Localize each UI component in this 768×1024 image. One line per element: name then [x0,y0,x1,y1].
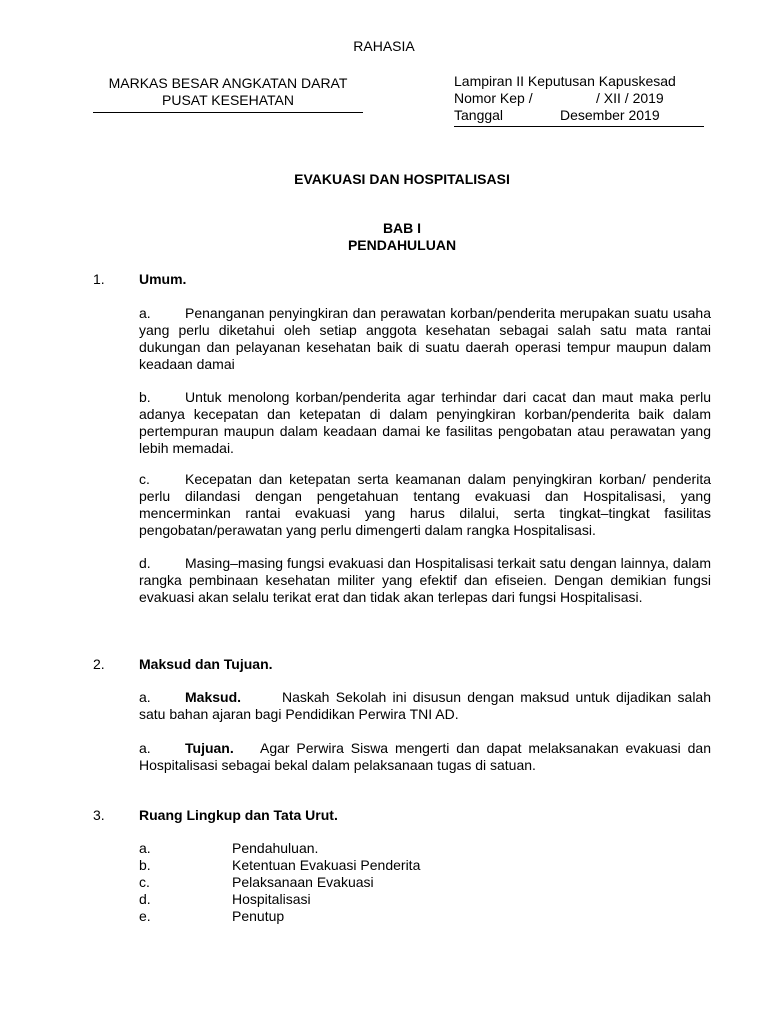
document-title: EVAKUASI DAN HOSPITALISASI [294,171,510,187]
org-name-line2: PUSAT KESEHATAN [162,92,294,108]
section-number: 3. [93,807,105,823]
paragraph-label: a. [139,740,151,756]
section-title: Umum. [139,271,187,287]
paragraph-term: Tujuan. [185,740,234,756]
reference-title: Lampiran II Keputusan Kapuskesad [454,73,676,89]
org-underline [93,112,363,113]
paragraph-term: Maksud. [185,689,242,705]
reference-number-value: / XII / 2019 [596,90,664,106]
paragraph-label: a. [139,689,151,705]
list-item-text: Pendahuluan. [232,840,319,856]
section-number: 2. [93,656,105,672]
paragraph [139,389,711,457]
list-item-text: Penutup [232,908,285,924]
reference-underline [454,126,704,127]
paragraph-text: Untuk menolong korban/penderita agar terhindar dari cacat dan maut maka perlu adanya kecepatan dan ketepatan di dalam penyingkiran korban/penderita baik dalam pertempuran maupun dalam keadaan damai ke fasilitas pengobatan atau perawatan yang lebih memadai. [139,389,711,456]
paragraph [139,555,711,606]
classification-label: RAHASIA [353,38,415,54]
paragraph-text: Penanganan penyingkiran dan perawatan korban/penderita merupakan suatu usaha yang perlu diketahui oleh setiap anggota kesehatan sebagai salah satu mata rantai dukungan dan pelayanan kesehatan baik di suatu daerah operasi tempur maupun dalam keadaan damai [139,305,711,372]
paragraph-text: Naskah Sekolah ini disusun dengan maksud untuk dijadikan salah satu bahan ajaran bagi Pendidikan Perwira TNI AD. [139,689,711,722]
paragraph [139,689,711,723]
chapter-label: BAB I [382,220,422,236]
list-item-label: d. [139,891,151,907]
paragraph-label: d. [139,555,151,571]
paragraph [139,740,711,774]
section-number: 1. [93,271,105,287]
reference-date-value: Desember 2019 [560,107,660,123]
paragraph-text: Masing–masing fungsi evakuasi dan Hospitalisasi terkait satu dengan lainnya, dalam rangka pembinaan kesehatan militer yang efektif dan efiseien. Dengan demikian fungsi evakuasi akan selalu terikat erat dan tidak akan terlepas dari fungsi Hospitalisasi. [139,555,711,605]
list-item-label: b. [139,857,151,873]
paragraph-label: a. [139,305,151,321]
list-item-label: c. [139,874,150,890]
chapter-name: PENDAHULUAN [347,237,457,253]
list-item-label: a. [139,840,151,856]
paragraph [139,305,711,373]
section-title: Ruang Lingkup dan Tata Urut. [139,807,338,823]
paragraph-label: b. [139,389,151,405]
list-item-text: Ketentuan Evakuasi Penderita [232,857,421,873]
section-title: Maksud dan Tujuan. [139,656,273,672]
reference-number-label: Nomor Kep / [454,90,533,106]
list-item-text: Hospitalisasi [232,891,311,907]
reference-date-label: Tanggal [454,107,504,123]
list-item-label: e. [139,908,151,924]
paragraph-text: Agar Perwira Siswa mengerti dan dapat melaksanakan evakuasi dan Hospitalisasi sebagai bekal dalam pelaksanaan tugas di satuan. [139,740,711,773]
paragraph [139,471,711,539]
paragraph-text: Kecepatan dan ketepatan serta keamanan dalam penyingkiran korban/ penderita perlu dilandasi dengan pengetahuan tentang evakuasi dan Hospitalisasi, yang mencerminkan rantai evakuasi yang harus dilalui, serta tingkat–tingkat fasilitas pengobatan/perawatan yang perlu dimengerti dalam rangka Hospitalisasi. [139,471,711,538]
org-name-line1: MARKAS BESAR ANGKATAN DARAT [108,75,348,91]
paragraph-label: c. [139,471,150,487]
list-item-text: Pelaksanaan Evakuasi [232,874,374,890]
